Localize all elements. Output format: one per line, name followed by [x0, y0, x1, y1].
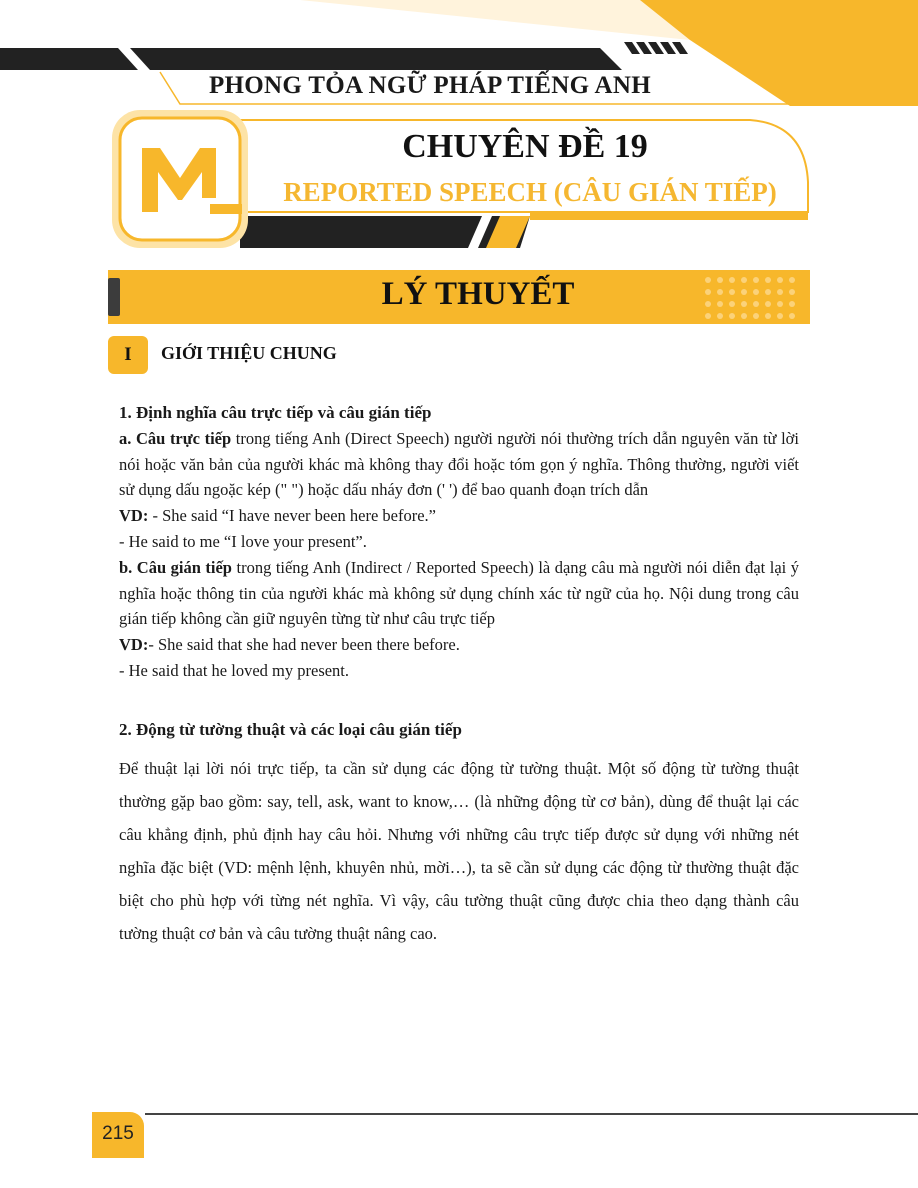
example-2: - He said to me “I love your present”.	[119, 531, 367, 551]
example-4: - He said that he loved my present.	[119, 660, 350, 680]
subsection-1	[119, 400, 799, 684]
subsection-1-heading: 1. Định nghĩa câu trực tiếp và câu gián tiếp	[119, 403, 432, 422]
subsection-2-heading: 2. Động từ tường thuật và các loại câu gián tiếp	[119, 720, 462, 739]
text-indirect-speech: trong tiếng Anh (Indirect / Reported Speech) là dạng câu mà người nói diễn đạt lại ý nghĩa hoặc thông tin của người khác mà không sử dụng chính xác từ ngữ của họ. Nội dung trong câu gián tiếp không cần giữ nguyên từng từ như câu trực tiếp	[119, 557, 799, 629]
label-indirect-speech: b. Câu gián tiếp	[119, 557, 232, 577]
m-logo-icon	[110, 108, 250, 250]
footer-rule	[145, 1113, 918, 1115]
example-3	[119, 632, 799, 658]
chapter-number: CHUYÊN ĐỀ 19	[402, 128, 648, 165]
example-label: VD:	[119, 635, 149, 655]
example-1	[119, 503, 799, 529]
paragraph-direct-speech	[119, 426, 799, 503]
section-number-badge: I	[108, 336, 148, 374]
subsection-2-paragraph: Để thuật lại lời nói trực tiếp, ta cần sử dụng các động từ tường thuật. Một số động từ tường thuật thường gặp bao gồm: say, tell, ask, want to know,… (là những động từ cơ bản), dùng để thuật lại các câu khẳng định, phủ định hay câu hỏi. Nhưng với những câu trực tiếp được sử dụng với những nét nghĩa đặc biệt (VD: mệnh lệnh, khuyên nhủ, mời…), ta sẽ cần sử dụng các động từ thường thuật đặc biệt cho phù hợp với từng nét nghĩa. Vì vậy, câu tường thuật cũng được chia theo dạng thành câu tường thuật cơ bản và câu tường thuật nâng cao.	[119, 759, 799, 943]
banner-title: LÝ THUYẾT	[381, 276, 575, 312]
text-direct-speech: trong tiếng Anh (Direct Speech) người người nói thường trích dẫn nguyên văn từ lời nói hoặc văn bản của người khác mà không thay đổi hoặc tóm gọn ý nghĩa. Thông thường, người viết sử dụng dấu ngoặc kép (" ") hoặc dấu nháy đơn (' ') để bao quanh đoạn trích dẫn	[119, 428, 799, 500]
paragraph-indirect-speech	[119, 555, 799, 632]
label-direct-speech: a. Câu trực tiếp	[119, 428, 232, 448]
page-number: 215	[102, 1123, 134, 1144]
example-label: VD:	[119, 506, 149, 526]
example-text: - She said that she had never been there before.	[148, 635, 460, 655]
chapter-topic: REPORTED SPEECH (CÂU GIÁN TIẾP)	[283, 177, 777, 207]
section-title: GIỚI THIỆU CHUNG	[161, 343, 337, 363]
example-text: - She said “I have never been here before.”	[148, 506, 437, 526]
book-title: PHONG TỎA NGỮ PHÁP TIẾNG ANH	[208, 72, 652, 99]
